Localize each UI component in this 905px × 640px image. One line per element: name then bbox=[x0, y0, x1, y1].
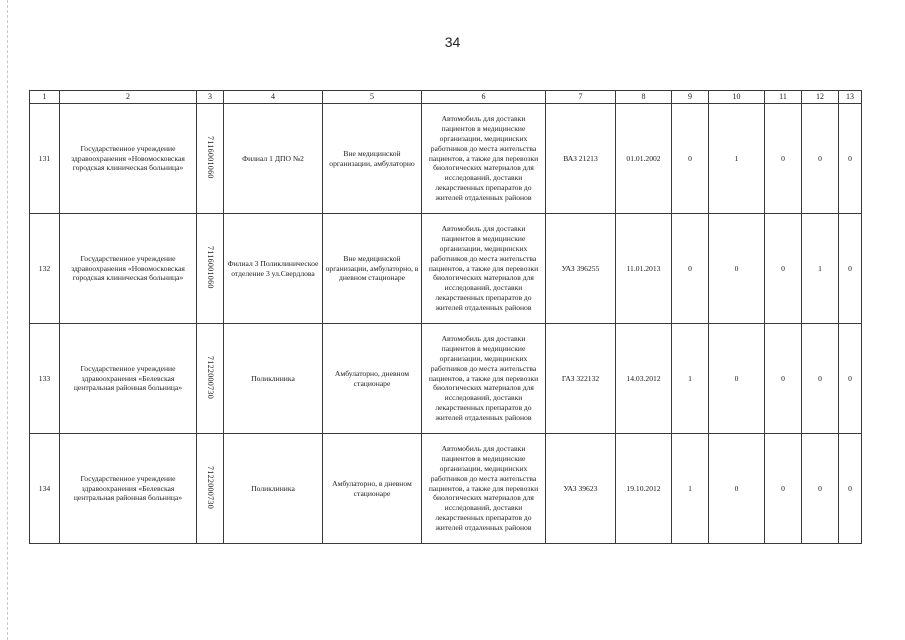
conditions-cell: Амбулаторно, в дневном стационаре bbox=[323, 434, 422, 544]
table-row bbox=[30, 214, 862, 324]
organization-cell: Государственное учреждение здравоохранения «Новомосковская городская клиническая больница» bbox=[60, 214, 197, 324]
code-cell bbox=[197, 434, 224, 544]
page-number: 34 bbox=[444, 34, 461, 50]
conditions-cell: Вне медицинской организации, амбулаторно, в дневном стационаре bbox=[323, 214, 422, 324]
vehicle-cell: УАЗ 396255 bbox=[546, 214, 616, 324]
column-header: 1 bbox=[30, 91, 60, 104]
value-cell: 0 bbox=[802, 104, 839, 214]
code-cell bbox=[197, 324, 224, 434]
value-cell: 1 bbox=[802, 214, 839, 324]
value-cell: 0 bbox=[765, 104, 802, 214]
row-number: 131 bbox=[30, 104, 60, 214]
purpose-cell: Автомобиль для доставки пациентов в медицинские организации, медицинских работников до места жительства пациентов, а также для перевозки биологических материалов для исследований, доставки лекарственных препаратов до жителей отдаленных районов bbox=[422, 214, 546, 324]
value-cell: 0 bbox=[839, 104, 862, 214]
branch-cell: Поликлиника bbox=[224, 434, 323, 544]
branch-cell: Поликлиника bbox=[224, 324, 323, 434]
column-header: 11 bbox=[765, 91, 802, 104]
code-cell bbox=[197, 104, 224, 214]
value-cell: 1 bbox=[709, 104, 765, 214]
branch-cell: Филиал 1 ДПО №2 bbox=[224, 104, 323, 214]
organization-cell: Государственное учреждение здравоохранения «Белевская центральная районная больница» bbox=[60, 324, 197, 434]
date-cell: 14.03.2012 bbox=[616, 324, 672, 434]
code-cell bbox=[197, 214, 224, 324]
column-header: 9 bbox=[672, 91, 709, 104]
column-header: 3 bbox=[197, 91, 224, 104]
org-code: 7122000730 bbox=[206, 355, 216, 399]
purpose-cell: Автомобиль для доставки пациентов в медицинские организации, медицинских работников до места жительства пациентов, а также для перевозки биологических материалов для исследований, доставки лекарственных препаратов до жителей отдаленных районов bbox=[422, 104, 546, 214]
org-code: 7122000730 bbox=[206, 465, 216, 509]
value-cell: 0 bbox=[839, 434, 862, 544]
value-cell: 0 bbox=[839, 324, 862, 434]
date-cell: 11.01.2013 bbox=[616, 214, 672, 324]
date-cell: 01.01.2002 bbox=[616, 104, 672, 214]
column-header: 5 bbox=[323, 91, 422, 104]
purpose-cell: Автомобиль для доставки пациентов в медицинские организации, медицинских работников до места жительства пациентов, а также для перевозки биологических материалов для исследований, доставки лекарственных препаратов до жителей отдаленных районов bbox=[422, 324, 546, 434]
value-cell: 1 bbox=[672, 324, 709, 434]
value-cell: 0 bbox=[709, 434, 765, 544]
column-header: 2 bbox=[60, 91, 197, 104]
column-header: 7 bbox=[546, 91, 616, 104]
value-cell: 0 bbox=[802, 434, 839, 544]
value-cell: 0 bbox=[802, 324, 839, 434]
organization-cell: Государственное учреждение здравоохранения «Новомосковская городская клиническая больница» bbox=[60, 104, 197, 214]
vehicle-table bbox=[29, 90, 862, 544]
conditions-cell: Амбулаторно, дневном стационаре bbox=[323, 324, 422, 434]
value-cell: 0 bbox=[709, 324, 765, 434]
column-header: 8 bbox=[616, 91, 672, 104]
value-cell: 1 bbox=[672, 434, 709, 544]
column-header: 12 bbox=[802, 91, 839, 104]
org-code: 7116001060 bbox=[206, 245, 216, 289]
value-cell: 0 bbox=[765, 214, 802, 324]
vehicle-cell: УАЗ 39623 bbox=[546, 434, 616, 544]
value-cell: 0 bbox=[709, 214, 765, 324]
organization-cell: Государственное учреждение здравоохранения «Белевская центральная районная больница» bbox=[60, 434, 197, 544]
org-code: 7116001060 bbox=[206, 135, 216, 179]
column-header: 13 bbox=[839, 91, 862, 104]
column-header: 10 bbox=[709, 91, 765, 104]
date-cell: 19.10.2012 bbox=[616, 434, 672, 544]
row-number: 133 bbox=[30, 324, 60, 434]
row-number: 134 bbox=[30, 434, 60, 544]
value-cell: 0 bbox=[672, 214, 709, 324]
table-row bbox=[30, 324, 862, 434]
vehicle-cell: ГАЗ 322132 bbox=[546, 324, 616, 434]
conditions-cell: Вне медицинской организации, амбулаторно bbox=[323, 104, 422, 214]
value-cell: 0 bbox=[839, 214, 862, 324]
purpose-cell: Автомобиль для доставки пациентов в медицинские организации, медицинских работников до места жительства пациентов, а также для перевозки биологических материалов для исследований, доставки лекарственных препаратов до жителей отдаленных районов bbox=[422, 434, 546, 544]
table-header-row bbox=[30, 91, 862, 104]
column-header: 4 bbox=[224, 91, 323, 104]
table-row bbox=[30, 434, 862, 544]
value-cell: 0 bbox=[765, 434, 802, 544]
table-row bbox=[30, 104, 862, 214]
vehicle-cell: ВАЗ 21213 bbox=[546, 104, 616, 214]
branch-cell: Филиал 3 Поликлиническое отделение 3 ул.Свердлова bbox=[224, 214, 323, 324]
row-number: 132 bbox=[30, 214, 60, 324]
margin-guide-line bbox=[7, 0, 8, 640]
column-header: 6 bbox=[422, 91, 546, 104]
value-cell: 0 bbox=[672, 104, 709, 214]
value-cell: 0 bbox=[765, 324, 802, 434]
